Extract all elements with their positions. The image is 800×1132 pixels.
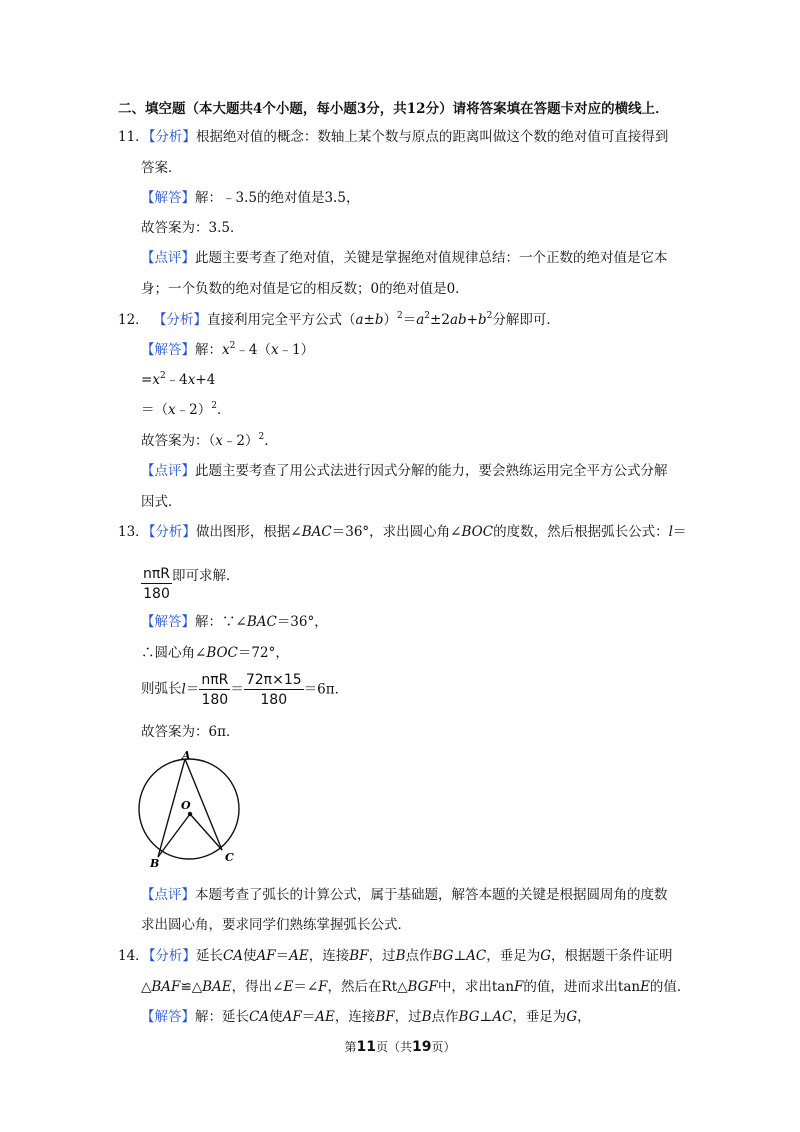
q14-text: ，垂足为 [512, 1009, 567, 1025]
q14-text: 延长 [195, 948, 223, 964]
q12-var: ab [449, 312, 467, 328]
q13-text: 则弧长 [141, 680, 182, 697]
exponent: 2 [397, 311, 403, 321]
q14-text: ，根据题干条件证明 [551, 948, 673, 964]
q12-var: x [215, 433, 223, 449]
q14-var: B [395, 948, 406, 964]
q13-analysis-line2 [141, 566, 240, 602]
q11-comment-line2: 身；一个负数的绝对值是它的相反数；0的绝对值是0． [141, 281, 469, 297]
q14-text: 使 [269, 1009, 283, 1025]
label-b: B [150, 857, 160, 870]
q12-text: 解： [195, 342, 222, 358]
exponent: 2 [486, 311, 493, 321]
analysis-tag: 【分析】 [152, 312, 207, 328]
q14-answer-line1 [141, 1007, 591, 1027]
q12-var: a±b [355, 312, 384, 328]
q13-var: BOC [206, 645, 238, 661]
q14-text: 的值，进而求出tan [523, 979, 641, 995]
q14-text: ，然后在Rt△ [327, 979, 408, 995]
arc-length-fraction [199, 672, 230, 708]
q14-var: BGF [407, 979, 438, 995]
q14-var: BG [458, 1009, 480, 1025]
q14-var: BAF [151, 979, 181, 995]
q12-text: ． [216, 402, 231, 418]
fraction-numerator: nπR [201, 672, 229, 688]
q11-answer-line2: 故答案为：3.5． [141, 220, 244, 236]
q14-text: ，连接 [308, 948, 350, 964]
analysis-tag: 【分析】 [148, 524, 196, 540]
q12-step2 [141, 370, 215, 390]
q11-number: 11． [118, 129, 149, 145]
q12-step1 [141, 340, 314, 360]
q11-analysis-text: 根据绝对值的概念：数轴上某个数与原点的距离叫做这个数的绝对值可直接得到 [195, 129, 669, 145]
label-c: C [225, 851, 234, 864]
q14-text: ⊥ [453, 948, 467, 964]
q14-var: G [540, 948, 552, 964]
page-total: 19 [412, 1039, 432, 1055]
q14-text: ≌△ [180, 979, 203, 995]
q13-text: 做出图形，根据∠ [195, 524, 302, 540]
q12-text: ﹣4 [165, 372, 188, 388]
q14-var: B [421, 1009, 432, 1025]
exponent: 2 [229, 341, 236, 351]
q13-text: ＝36°，求出圆心角∠ [331, 524, 462, 540]
q14-text: ， [577, 1009, 591, 1025]
q14-var: AC [492, 1009, 513, 1025]
footer-text: 第 [344, 1040, 357, 1054]
q14-text: ，垂足为 [486, 948, 541, 964]
q14-analysis-line1 [118, 946, 673, 966]
answer-tag: 【解答】 [141, 342, 195, 358]
fraction-denominator: 180 [260, 692, 288, 708]
label-o: O [181, 799, 191, 812]
fraction-numerator: 72π×15 [245, 672, 302, 688]
comment-tag: 【点评】 [141, 463, 195, 479]
q12-text: +4 [195, 372, 216, 388]
q13-number: 13． [118, 524, 149, 540]
q14-var: E [640, 979, 650, 995]
section-title: 二、填空题（本大题共4个小题，每小题3分，共12分）请将答案填在答题卡对应的横线上． [118, 101, 669, 117]
footer-text: 页（共 [375, 1040, 412, 1054]
q12-text: ﹣4（ [235, 342, 271, 358]
fraction-numerator: nπR [143, 566, 171, 582]
comment-tag: 【点评】 [141, 250, 195, 266]
q12-text: ＝（ [141, 402, 168, 418]
q14-var: F [514, 979, 524, 995]
q14-var: BG [432, 948, 454, 964]
q14-var: AE [315, 1009, 335, 1025]
exponent: 2 [258, 432, 265, 442]
q14-var: AF [282, 1009, 302, 1025]
q13-comment-text: 本题考查了弧长的计算公式，属于基础题，解答本题的关键是根据圆周角的度数 [195, 887, 668, 903]
exponent: 2 [211, 401, 217, 411]
q12-text: ±2 [430, 312, 450, 328]
q13-var: l [181, 681, 186, 698]
q12-number: 12． [118, 312, 149, 328]
q12-var: b [477, 312, 487, 328]
q12-step3 [141, 400, 230, 420]
answer-tag: 【解答】 [141, 190, 195, 206]
q12-text: ＝ [402, 312, 417, 328]
arc-length-value-fraction [244, 672, 304, 708]
q14-text: 解：延长 [195, 1009, 249, 1025]
q14-var: AF [256, 948, 276, 964]
q14-text: 使 [243, 948, 257, 964]
q14-text: ，过 [368, 948, 396, 964]
q12-final [141, 431, 278, 451]
q12-text: 故答案为：（ [141, 433, 216, 449]
q14-number: 14． [118, 948, 149, 964]
q12-analysis-line [118, 310, 560, 330]
arc-length-fraction [141, 566, 172, 602]
q14-analysis-line2 [141, 977, 690, 997]
q13-text: 的度数，然后根据弧长公式： [493, 524, 669, 540]
q14-text: ＝∠ [293, 979, 319, 995]
q12-text: = [141, 372, 153, 388]
q13-text: ＝ [185, 681, 200, 698]
exponent: 2 [424, 311, 431, 321]
q13-analysis-line1 [118, 522, 686, 542]
q13-text: 即可求解． [172, 568, 240, 584]
q12-comment-text: 此题主要考查了用公式法进行因式分解的能力，要会熟练运用完全平方公式分解 [195, 463, 668, 479]
q11-analysis-line2: 答案． [141, 160, 182, 176]
q13-answer-line3 [141, 672, 348, 708]
footer-text: 页） [431, 1040, 456, 1054]
q12-text: ． [264, 433, 278, 449]
analysis-tag: 【分析】 [148, 129, 196, 145]
q13-text: 解：∵∠ [195, 614, 247, 630]
q14-text: 的值． [649, 979, 691, 995]
q12-text: ﹣2） [175, 402, 212, 418]
q13-text: ∴圆心角∠ [141, 645, 207, 661]
q14-var: BF [349, 948, 369, 964]
q12-text: ﹣2） [222, 433, 259, 449]
q13-answer-line1 [141, 612, 328, 632]
q14-text: 中，求出tan [437, 979, 515, 995]
q13-var: l [668, 524, 673, 540]
q12-text: 分解即可． [492, 312, 560, 328]
q12-comment-line2: 因式． [141, 494, 182, 510]
q13-var: BAC [246, 614, 277, 630]
q11-comment-text: 此题主要考查了绝对值，关键是掌握绝对值规律总结：一个正数的绝对值是它本 [195, 250, 668, 266]
q13-text: ＝72°， [237, 645, 289, 661]
q12-text: ﹣1） [278, 342, 315, 358]
q14-var: BAE [202, 979, 232, 995]
q14-var: G [566, 1009, 578, 1025]
q14-text: ，过 [394, 1009, 422, 1025]
q13-text: ＝ [672, 524, 687, 540]
page-footer [0, 1038, 800, 1055]
q12-var: x [222, 342, 230, 358]
analysis-tag: 【分析】 [148, 948, 196, 964]
q12-text: 直接利用完全平方公式（ [206, 312, 356, 328]
q14-var: F [318, 979, 328, 995]
q14-var: CA [249, 1009, 270, 1025]
exponent: 2 [159, 371, 166, 381]
page-number: 11 [356, 1039, 376, 1055]
q13-answer-line2 [141, 643, 289, 663]
fraction-denominator: 180 [201, 692, 229, 708]
center-point [188, 812, 192, 816]
q14-text: ，连接 [334, 1009, 376, 1025]
q13-text: ＝6π． [303, 681, 349, 698]
q13-text: ＝ [230, 681, 244, 698]
q12-comment-line1 [141, 461, 668, 481]
q14-text: 点作 [431, 1009, 459, 1025]
q13-final: 故答案为：6π． [141, 724, 240, 740]
q13-var: BAC [301, 524, 332, 540]
q14-text: ＝ [275, 948, 290, 964]
radius-oc [190, 814, 222, 850]
q14-text: ，得出∠ [231, 979, 284, 995]
q13-var: BOC [461, 524, 494, 540]
label-a: A [182, 749, 191, 762]
q14-text: 点作 [405, 948, 433, 964]
q12-text: ） [383, 312, 397, 328]
q14-var: CA [222, 948, 244, 964]
q13-text: ＝36°， [276, 614, 328, 630]
q14-var: E [283, 979, 294, 995]
q13-comment-line1 [141, 885, 668, 905]
fraction-denominator: 180 [143, 586, 170, 602]
q14-text: ＝ [301, 1009, 316, 1025]
q12-var: x [270, 342, 279, 358]
q12-var: x [187, 372, 196, 388]
comment-tag: 【点评】 [141, 887, 195, 903]
q14-var: AC [466, 948, 487, 964]
q11-answer-line1 [141, 188, 359, 208]
answer-tag: 【解答】 [141, 614, 195, 630]
q12-text: + [466, 312, 478, 328]
q14-var: BF [375, 1009, 395, 1025]
q12-var: x [152, 372, 160, 388]
q11-answer-text: 解：﹣3.5的绝对值是3.5， [195, 190, 360, 206]
q14-var: AE [289, 948, 309, 964]
q14-text: ⊥ [479, 1009, 493, 1025]
q12-var: x [168, 402, 176, 418]
q11-analysis-line1 [118, 127, 668, 147]
q12-var: a [416, 312, 425, 328]
answer-tag: 【解答】 [141, 1009, 195, 1025]
circle-figure [128, 748, 258, 870]
q13-comment-line2: 求出圆心角，要求同学们熟练掌握弧长公式． [141, 917, 411, 933]
radius-ob [158, 814, 190, 857]
q11-comment-line1 [141, 248, 668, 268]
q14-text: △ [141, 979, 152, 995]
